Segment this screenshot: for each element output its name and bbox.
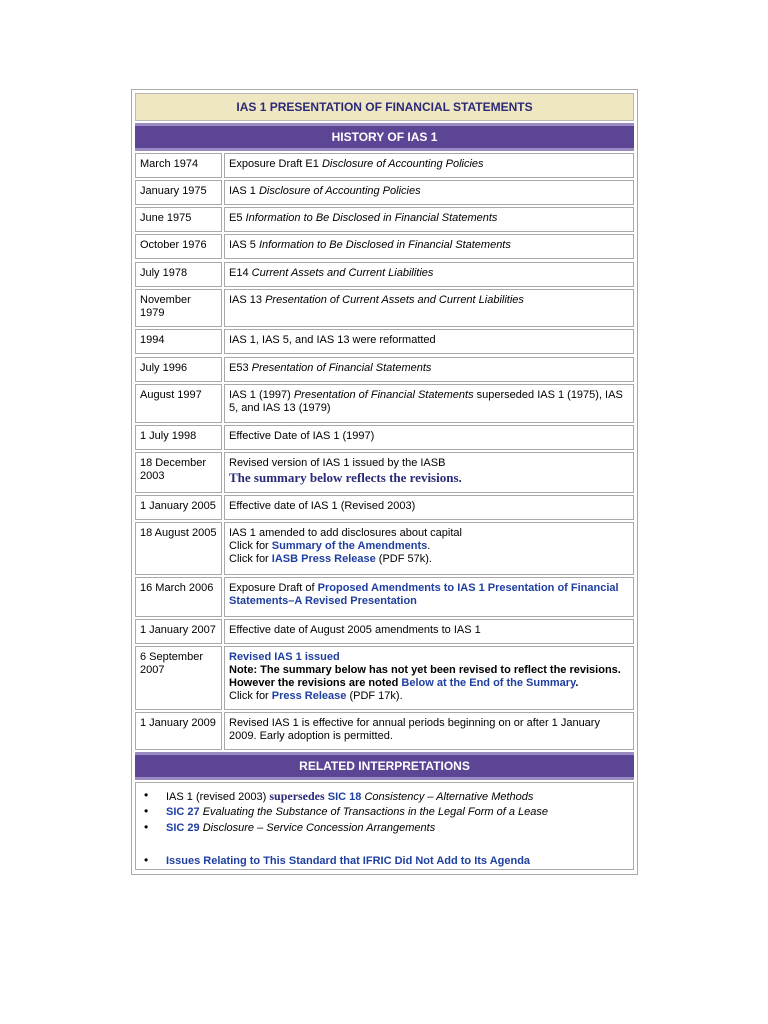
history-date: 6 September 2007 bbox=[135, 646, 222, 710]
history-date: 18 December 2003 bbox=[135, 452, 222, 493]
history-desc: Effective date of August 2005 amendments to IAS 1 bbox=[224, 619, 634, 644]
history-desc: IAS 1 Disclosure of Accounting Policies bbox=[224, 180, 634, 205]
history-desc: IAS 13 Presentation of Current Assets and Current Liabilities bbox=[224, 289, 634, 327]
sic-27-link[interactable]: SIC 27 bbox=[166, 806, 200, 818]
ifric-issues-link[interactable]: Issues Relating to This Standard that IFRIC Did Not Add to Its Agenda bbox=[166, 855, 531, 867]
related-interpretations bbox=[135, 782, 634, 870]
history-date: July 1996 bbox=[135, 357, 222, 382]
history-date: 18 August 2005 bbox=[135, 522, 222, 575]
history-desc: E53 Presentation of Financial Statements bbox=[224, 357, 634, 382]
history-desc: IAS 1 (1997) Presentation of Financial Statements superseded IAS 1 (1975), IAS 5, and IAS 13 (1979) bbox=[224, 384, 634, 423]
history-desc: Revised IAS 1 is effective for annual periods beginning on or after 1 January 2009. Early adoption is permitted. bbox=[224, 712, 634, 750]
history-date: 16 March 2006 bbox=[135, 577, 222, 617]
history-date: January 1975 bbox=[135, 180, 222, 205]
history-date: 1 January 2005 bbox=[135, 495, 222, 520]
history-date: November 1979 bbox=[135, 289, 222, 327]
history-heading: HISTORY OF IAS 1 bbox=[135, 123, 634, 151]
history-date: July 1978 bbox=[135, 262, 222, 287]
page-title: IAS 1 PRESENTATION OF FINANCIAL STATEMENTS bbox=[135, 93, 634, 121]
history-desc: Revised IAS 1 issued Note: The summary below has not yet been revised to reflect the revisions. However the revisions are noted Below at the End of the Summary. Click for Press Release (PDF 17k). bbox=[224, 646, 634, 710]
history-date: 1 January 2007 bbox=[135, 619, 222, 644]
history-desc: IAS 1, IAS 5, and IAS 13 were reformatted bbox=[224, 329, 634, 354]
list-item: • SIC 29 Disclosure – Service Concession Arrangements bbox=[166, 822, 435, 835]
summary-amendments-link[interactable]: Summary of the Amendments bbox=[271, 540, 428, 552]
ias1-panel bbox=[131, 89, 638, 875]
history-desc: E5 Information to Be Disclosed in Financial Statements bbox=[224, 207, 634, 232]
iasb-press-release-link[interactable]: IASB Press Release bbox=[271, 553, 376, 565]
history-date: October 1976 bbox=[135, 234, 222, 259]
history-date: March 1974 bbox=[135, 153, 222, 178]
history-date: August 1997 bbox=[135, 384, 222, 423]
proposed-amendments-link[interactable]: Proposed Amendments to IAS 1 Presentation of Financial Statements–A Revised Presentation bbox=[229, 582, 619, 607]
sic-29-link[interactable]: SIC 29 bbox=[166, 822, 200, 834]
history-date: 1 January 2009 bbox=[135, 712, 222, 750]
revised-ias1-link[interactable]: Revised IAS 1 issued bbox=[229, 651, 340, 663]
history-desc: Exposure Draft of Proposed Amendments to IAS 1 Presentation of Financial Statements–A Revised Presentation bbox=[224, 577, 634, 617]
summary-note: The summary below reflects the revisions. bbox=[229, 470, 462, 485]
list-item: • SIC 27 Evaluating the Substance of Transactions in the Legal Form of a Lease bbox=[166, 806, 548, 819]
history-desc: IAS 5 Information to Be Disclosed in Financial Statements bbox=[224, 234, 634, 259]
end-of-summary-link[interactable]: Below at the End of the Summary bbox=[401, 677, 576, 689]
history-date: June 1975 bbox=[135, 207, 222, 232]
history-date: 1994 bbox=[135, 329, 222, 354]
list-item: • IAS 1 (revised 2003) supersedes SIC 18 Consistency – Alternative Methods bbox=[166, 790, 533, 804]
list-item bbox=[166, 855, 530, 868]
history-desc: Effective Date of IAS 1 (1997) bbox=[224, 425, 634, 450]
history-desc: Effective date of IAS 1 (Revised 2003) bbox=[224, 495, 634, 520]
history-desc: Exposure Draft E1 Disclosure of Accounting Policies bbox=[224, 153, 634, 178]
history-date: 1 July 1998 bbox=[135, 425, 222, 450]
history-desc: IAS 1 amended to add disclosures about capital Click for Summary of the Amendments. Click for IASB Press Release (PDF 57k). bbox=[224, 522, 634, 575]
history-desc: Revised version of IAS 1 issued by the IASB The summary below reflects the revisions. bbox=[224, 452, 634, 493]
related-heading: RELATED INTERPRETATIONS bbox=[135, 752, 634, 780]
history-desc: E14 Current Assets and Current Liabilities bbox=[224, 262, 634, 287]
press-release-link[interactable]: Press Release bbox=[271, 690, 347, 702]
sic-18-link[interactable]: SIC 18 bbox=[327, 791, 362, 803]
